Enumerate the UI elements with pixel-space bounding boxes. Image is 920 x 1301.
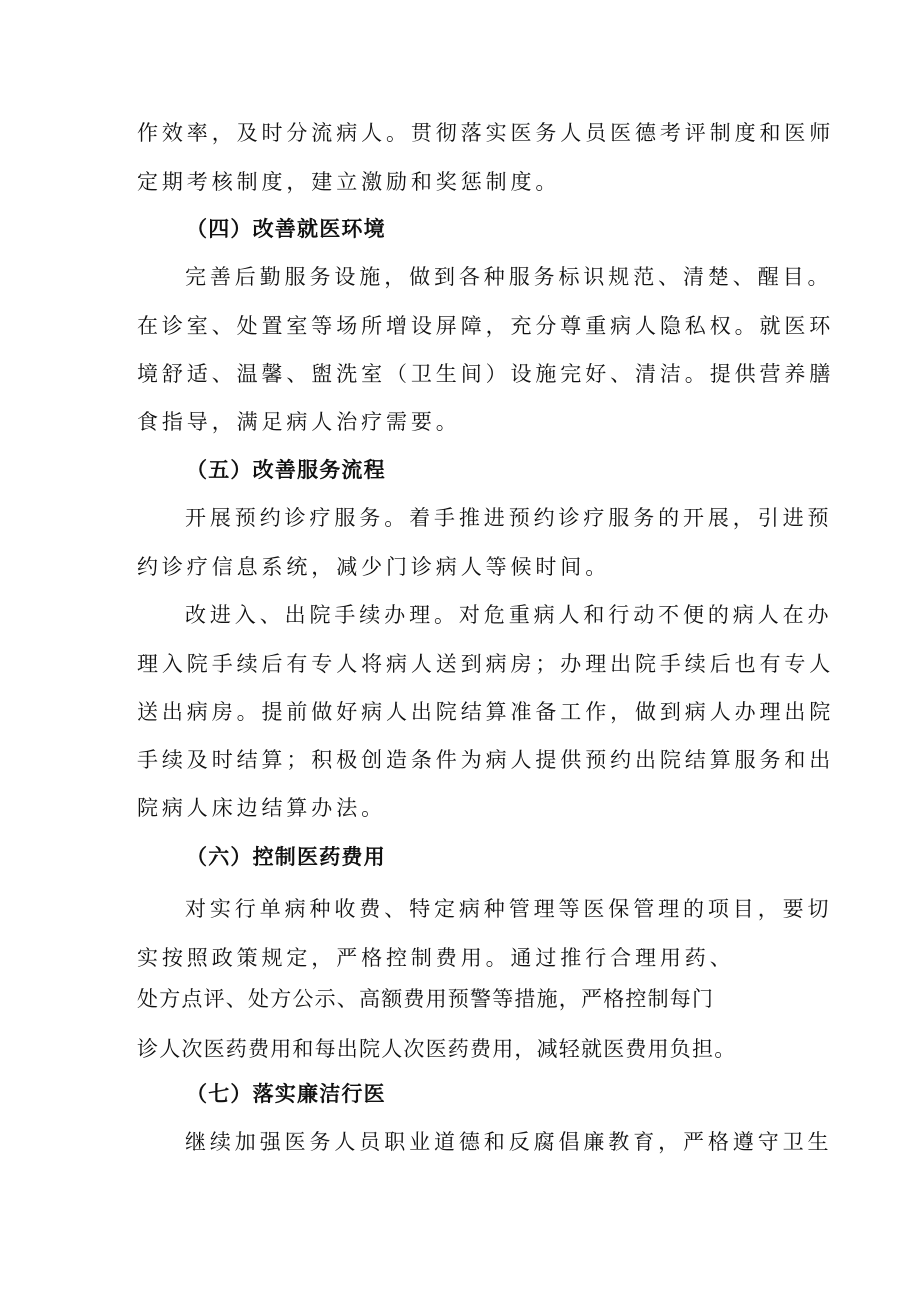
body-text-line: 境舒适、温馨、盥洗室（卫生间）设施完好、清洁。提供营养膳 — [137, 362, 835, 386]
section-heading-7: （七）落实廉洁行医 — [186, 1082, 386, 1106]
body-text-line: 送出病房。提前做好病人出院结算准备工作，做到病人办理出院 — [137, 700, 835, 724]
body-text-line: 理入院手续后有专人将病人送到病房；办理出院手续后也有专人 — [137, 652, 835, 676]
section-heading-6: （六）控制医药费用 — [186, 845, 386, 869]
body-text-line: 诊人次医药费用和每出院人次医药费用，减轻就医费用负担。 — [137, 1037, 737, 1061]
body-text-line: 开展预约诊疗服务。着手推进预约诊疗服务的开展，引进预 — [185, 506, 833, 530]
body-text-line: 约诊疗信息系统，减少门诊病人等候时间。 — [137, 555, 611, 579]
body-text-line: 继续加强医务人员职业道德和反腐倡廉教育，严格遵守卫生 — [185, 1130, 833, 1154]
section-heading-4: （四）改善就医环境 — [186, 217, 386, 241]
body-text-line: 食指导，满足病人治疗需要。 — [137, 410, 461, 434]
body-text-line: 院病人床边结算办法。 — [137, 796, 386, 820]
section-heading-5: （五）改善服务流程 — [186, 458, 386, 482]
body-text-line: 完善后勤服务设施，做到各种服务标识规范、清楚、醒目。 — [185, 265, 833, 289]
body-text-line: 手续及时结算；积极创造条件为病人提供预约出院结算服务和出 — [137, 748, 835, 772]
body-text-line: 处方点评、处方公示、高额费用预警等措施，严格控制每门 — [137, 987, 715, 1011]
body-text-line: 定期考核制度，建立激励和奖惩制度。 — [137, 170, 561, 194]
body-text-line: 改进入、出院手续办理。对危重病人和行动不便的病人在办 — [185, 603, 833, 627]
body-text-line: 实按照政策规定，严格控制费用。通过推行合理用药、 — [137, 946, 735, 970]
body-text-line: 在诊室、处置室等场所增设屏障，充分尊重病人隐私权。就医环 — [137, 314, 835, 338]
body-text-line: 对实行单病种收费、特定病种管理等医保管理的项目，要切 — [185, 897, 833, 921]
body-text-line: 作效率，及时分流病人。贯彻落实医务人员医德考评制度和医师 — [137, 121, 835, 145]
